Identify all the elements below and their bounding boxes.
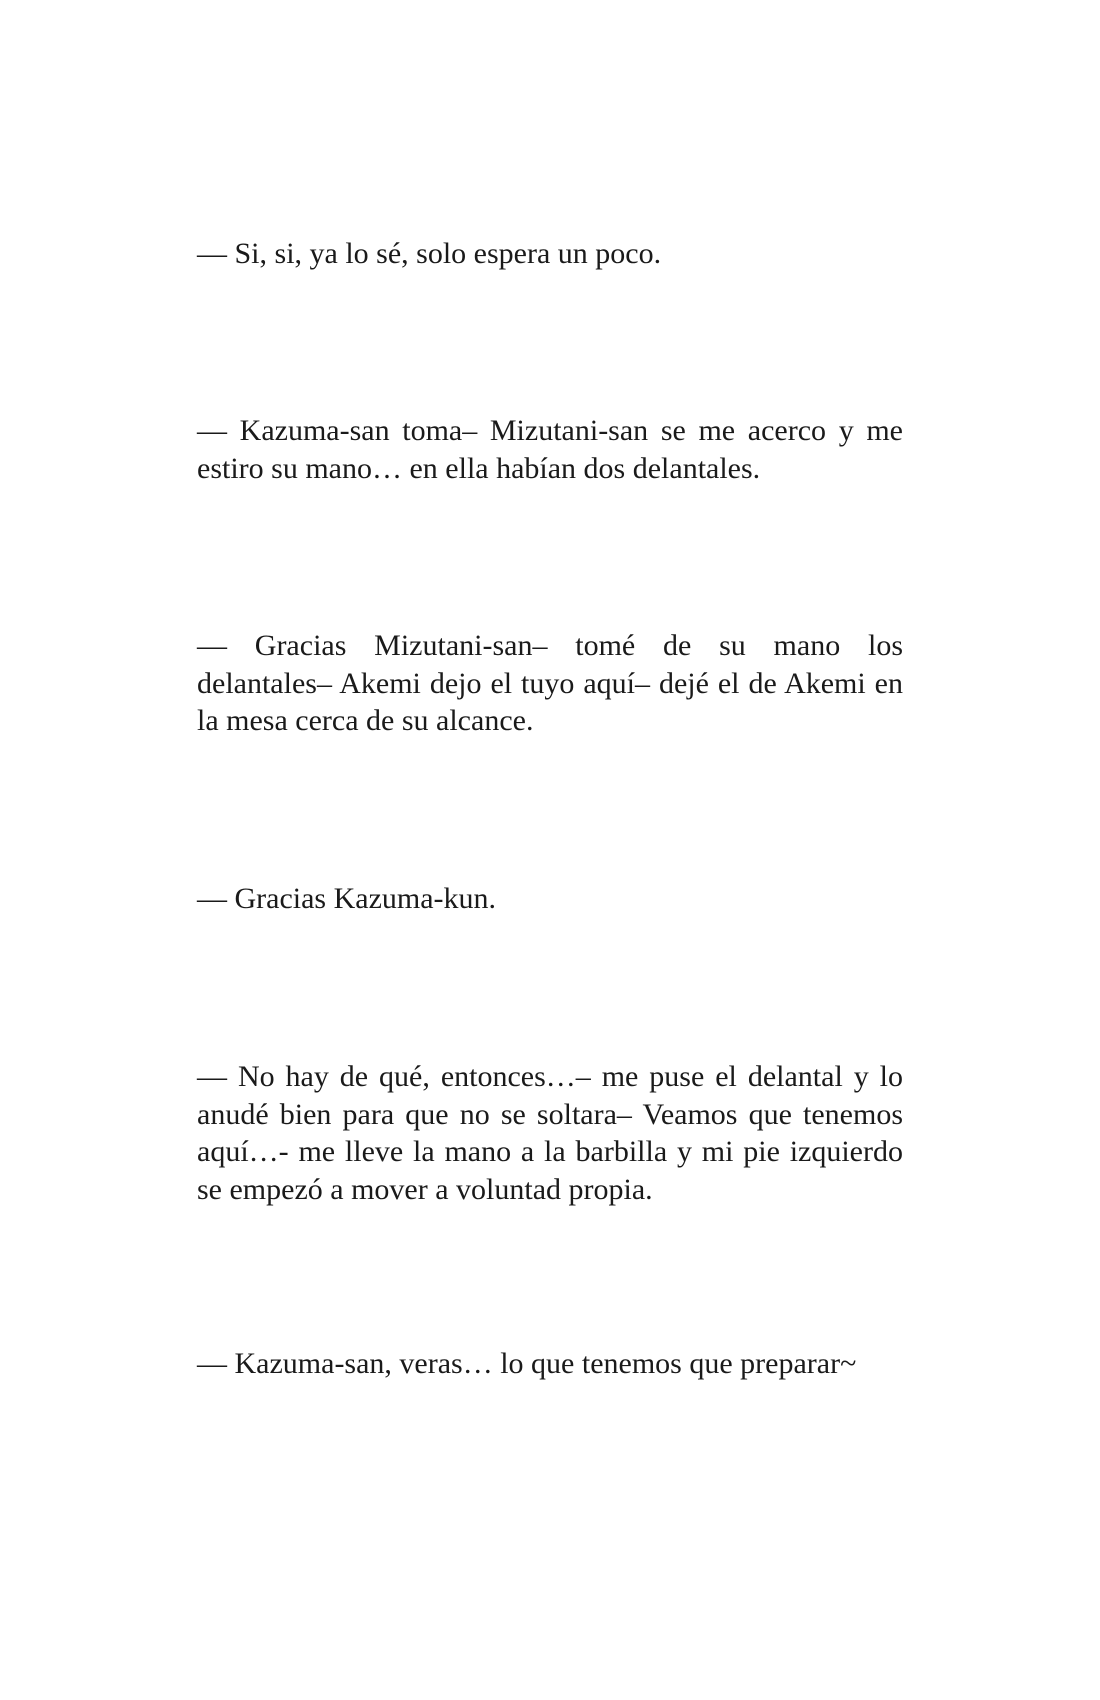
dialogue-paragraph: — Kazuma-san toma– Mizutani-san se me acerco y me estiro su mano… en ella habían dos delantales. <box>197 414 903 485</box>
dialogue-paragraph: — Kazuma-san, veras… lo que tenemos que preparar~ <box>197 1347 857 1380</box>
dialogue-paragraph: — Si, si, ya lo sé, solo espera un poco. <box>197 237 662 270</box>
dialogue-paragraph: — Gracias Kazuma-kun. <box>197 882 497 915</box>
dialogue-paragraph: — Gracias Mizutani-san– tomé de su mano los delantales– Akemi dejo el tuyo aquí– dejé el de Akemi en la mesa cerca de su alcance. <box>197 629 903 737</box>
dialogue-paragraph: — No hay de qué, entonces…– me puse el delantal y lo anudé bien para que no se soltara– Veamos que tenemos aquí…- me lleve la mano a la barbilla y mi pie izquierdo se empezó a mover a voluntad propia. <box>197 1060 903 1206</box>
